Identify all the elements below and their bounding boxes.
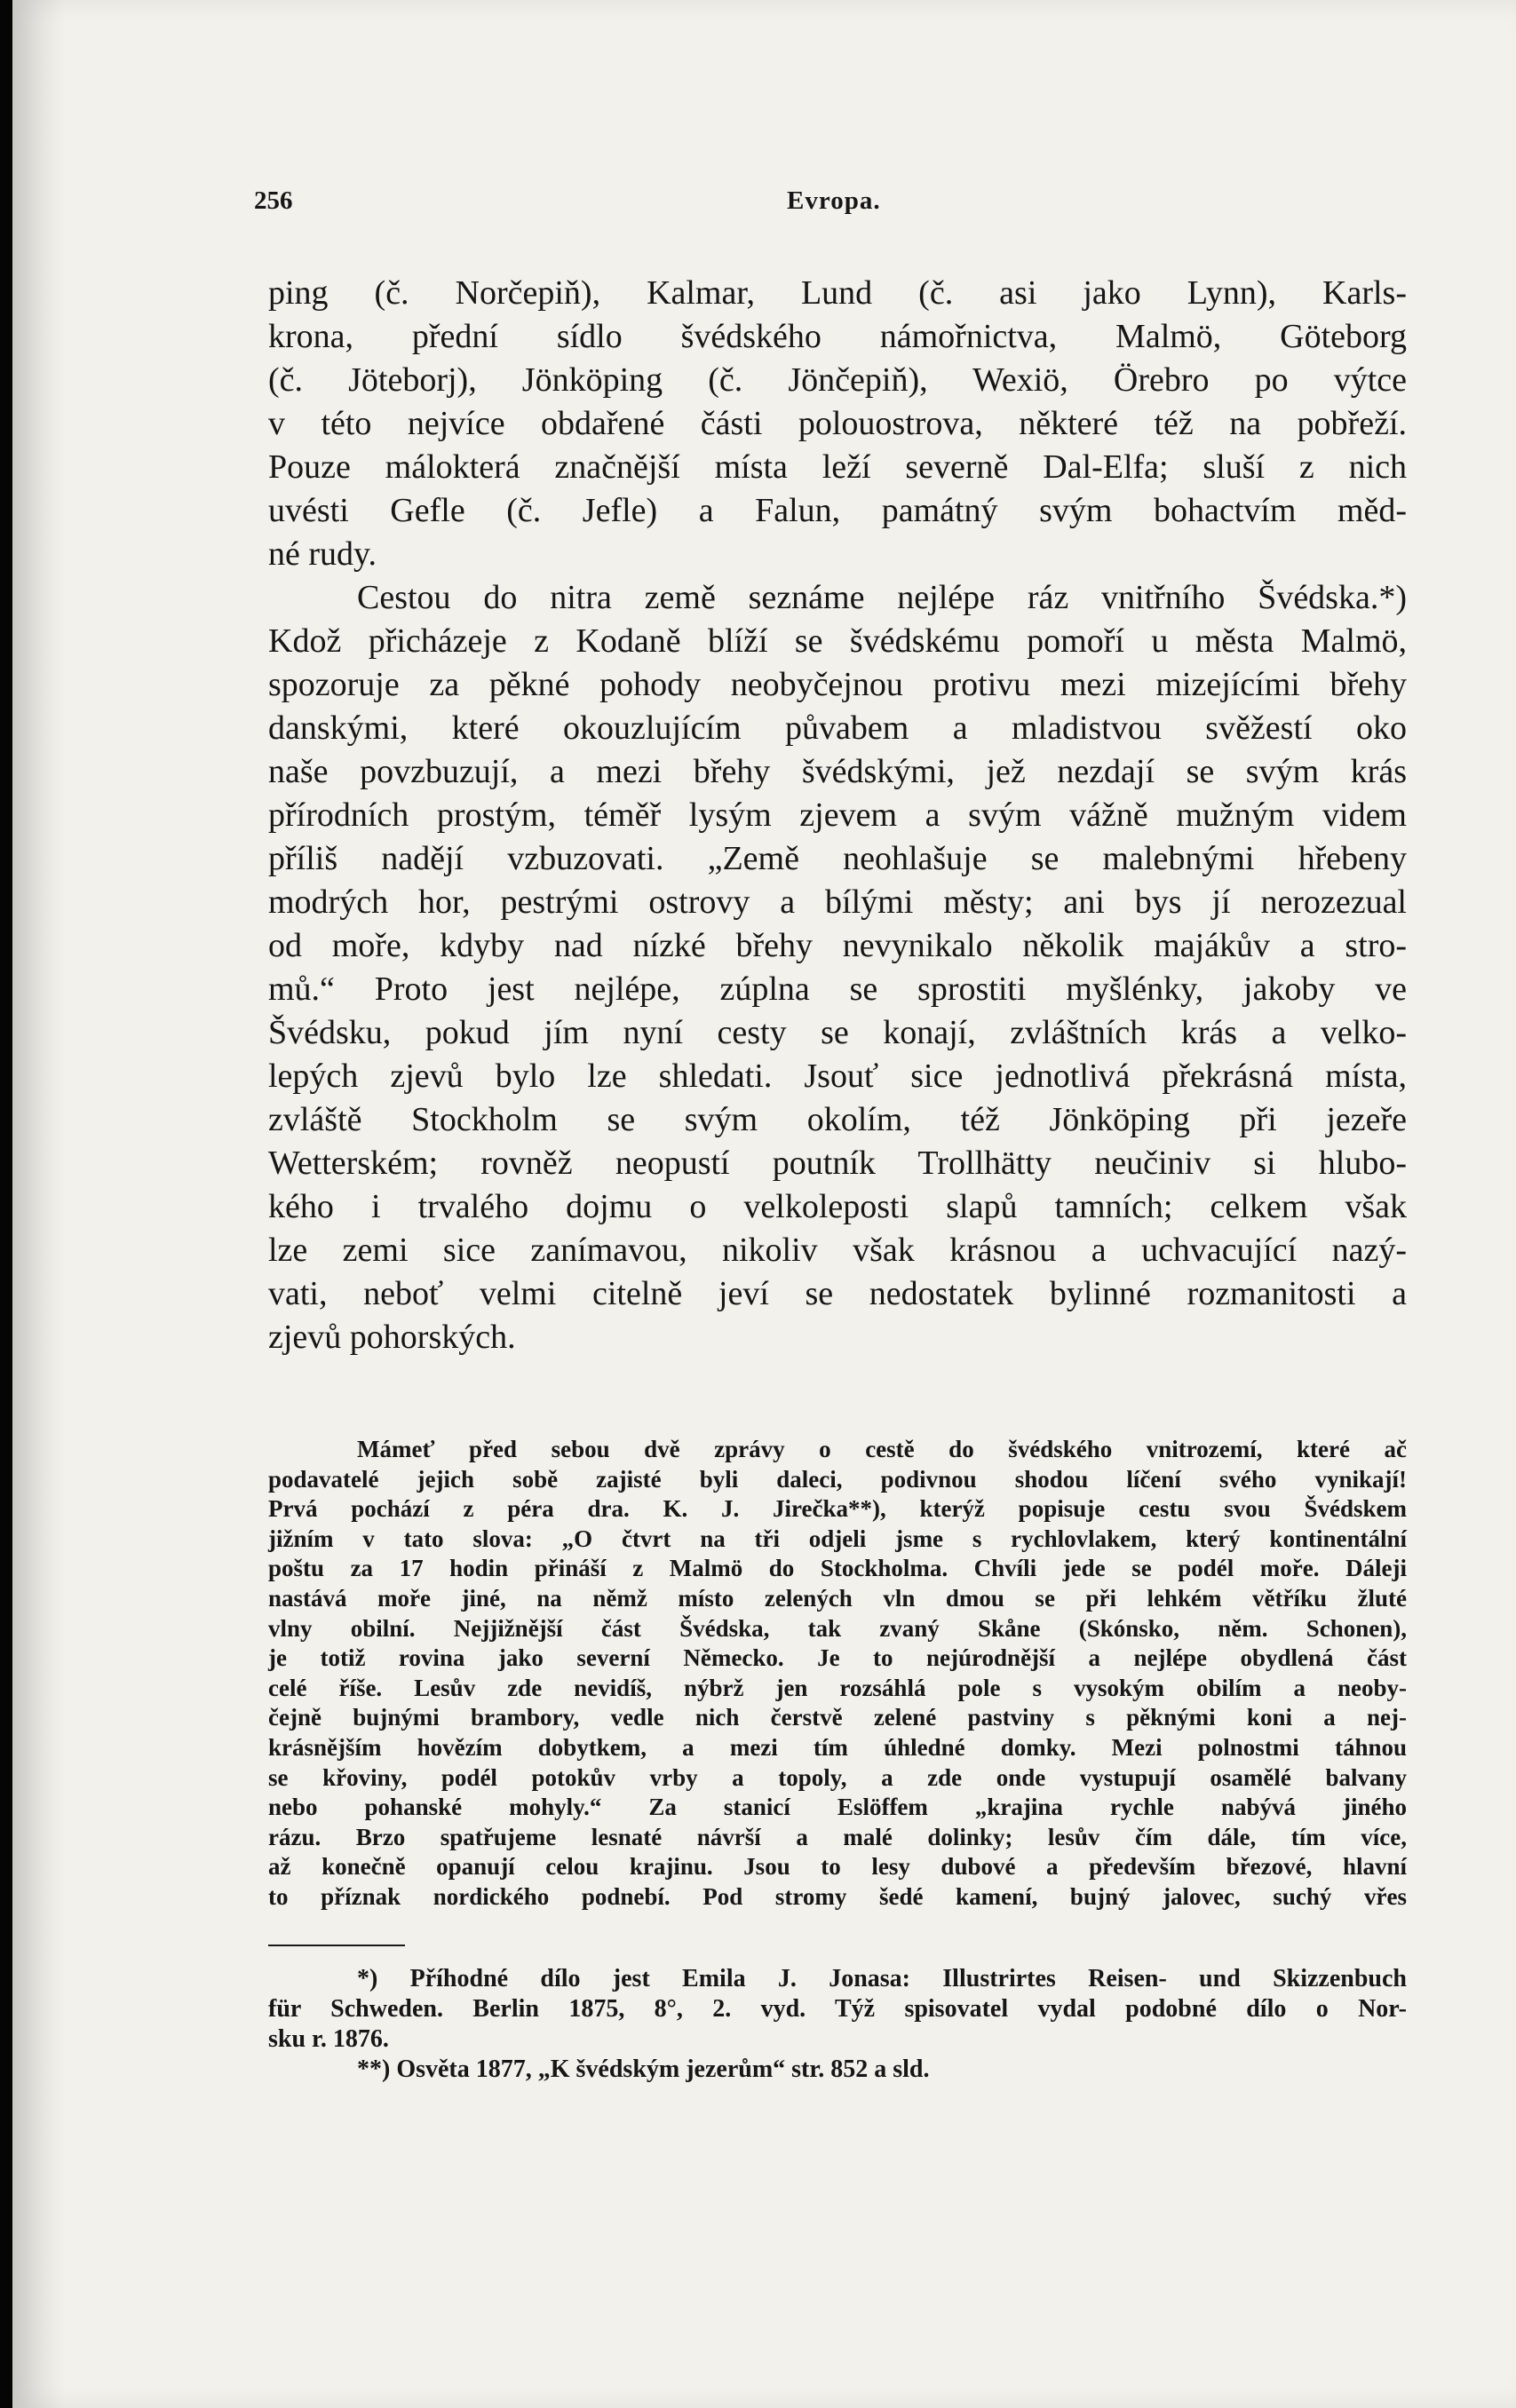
text-line: od moře, kdyby nad nízké břehy nevynikalo několik majákův a stro- [268,927,1407,964]
page-header [254,186,1409,222]
note-line: se křoviny, podél potokův vrby a topoly, a zde onde vystupují osamělé balvany [268,1763,1407,1791]
footnote-line: **) Osvěta 1877, „K švédským jezerům“ str. 852 a sld. [357,2056,930,2083]
note-line: Prvá pochází z péra dra. K. J. Jirečka**), kterýž popisuje cestu svou Švédskem [268,1495,1407,1523]
text-line: Cestou do nitra země seznáme nejlépe ráz vnitřního Švédska.*) [357,579,1407,616]
text-line: Švédsku, pokud jím nyní cesty se konají, zvláštních krás a velko- [268,1014,1407,1051]
note-line: rázu. Brzo spatřujeme lesnaté návrší a malé dolinky; lesův čím dále, tím více, [268,1823,1407,1850]
text-line: lepých zjevů bylo lze shledati. Jsouť sice jednotlivá překrásná místa, [268,1057,1407,1095]
footnote-line: für Schweden. Berlin 1875, 8°, 2. vyd. Týž spisovatel vydal podobné dílo o Nor- [268,1995,1407,2023]
text-line: danskými, které okouzlujícím půvabem a mladistvou svěžestí oko [268,709,1407,747]
note-line: je totiž rovina jako severní Německo. Je to nejúrodnější a nejlépe obydlená část [268,1644,1407,1672]
footnote-line: *) Příhodné dílo jest Emila J. Jonasa: Illustrirtes Reisen- und Skizzenbuch [357,1965,1407,1992]
text-line: (č. Jöteborj), Jönköping (č. Jönčepiň), Wexiö, Örebro po výtce [268,361,1407,399]
note-line: až konečně opanují celou krajinu. Jsou to lesy dubové a především březové, hlavní [268,1853,1407,1881]
footnote-divider [268,1945,405,1946]
note-line: nebo pohanské mohyly.“ Za stanicí Eslöffem „krajina rychle nabývá jiného [268,1794,1407,1821]
note-line: vlny obilní. Nejjižnější část Švédska, tak zvaný Skåne (Skónsko, něm. Schonen), [268,1614,1407,1642]
text-line: né rudy. [268,535,377,573]
text-line: lze zemi sice zanímavou, nikoliv však krásnou a uchvacující nazý- [268,1232,1407,1269]
text-line: Pouze málokterá značnější místa leží severně Dal-Elfa; sluší z nich [268,448,1407,486]
text-line: kého i trvalého dojmu o velkoleposti slapů tamních; celkem však [268,1188,1407,1225]
note-line: krásnějším hovězím dobytkem, a mezi tím úhledné domky. Mezi polnostmi táhnou [268,1733,1407,1761]
text-line: Kdož přicházeje z Kodaně blíží se švédskému pomoří u města Malmö, [268,622,1407,660]
scan-dark-edge [0,0,12,2408]
note-line: Mámeť před sebou dvě zprávy o cestě do švédského vnitrozemí, které ač [357,1436,1407,1462]
text-line: krona, přední sídlo švédského námořnictva, Malmö, Göteborg [268,318,1407,355]
text-line: ping (č. Norčepiň), Kalmar, Lund (č. asi jako Lynn), Karls- [268,274,1407,312]
note-line: jižním v tato slova: „O čtvrt na tři odjeli jsme s rychlovlakem, který kontinentální [268,1525,1407,1552]
footnotes [268,1964,1407,2085]
text-line: zjevů pohorských. [268,1319,516,1356]
text-line: mů.“ Proto jest nejlépe, zúplna se sprostiti myšlénky, jakoby ve [268,970,1407,1008]
note-line: poštu za 17 hodin přináší z Malmö do Stockholma. Chvíli jede se podél moře. Dáleji [268,1555,1407,1582]
text-line: přírodních prostým, téměř lysým zjevem a svým vážně mužným videm [268,796,1407,834]
note-line: podavatelé jejich sobě zajisté byli daleci, podivnou shodou líčení svého vynikají! [268,1465,1407,1493]
small-print-passage [268,1435,1407,1913]
note-line: čejně bujnými brambory, vedle nich čerstvě zelené pastviny s pěknými koni a nej- [268,1704,1407,1731]
text-line: naše povzbuzují, a mezi břehy švédskými, jež nezdají se svým krás [268,753,1407,790]
note-line: nastává moře jiné, na němž místo zelených vln dmou se při lehkém větříku žluté [268,1584,1407,1612]
text-line: modrých hor, pestrými ostrovy a bílými městy; ani bys jí nerozezual [268,883,1407,921]
text-line: zvláště Stockholm se svým okolím, též Jönköping při jezeře [268,1101,1407,1138]
running-head: Evropa. [787,186,881,215]
main-text [268,272,1407,1359]
footnote-line: sku r. 1876. [268,2025,389,2053]
text-line: vati, neboť velmi citelně jeví se nedostatek bylinné rozmanitosti a [268,1275,1407,1312]
note-line: to příznak nordického podnebí. Pod stromy šedé kamení, bujný jalovec, suchý vřes [268,1882,1407,1910]
text-line: příliš nadějí vzbuzovati. „Země neohlašuje se malebnými hřebeny [268,840,1407,877]
note-line: celé říše. Lesův zde nevidíš, nýbrž jen rozsáhlá pole s vysokým obilím a neoby- [268,1674,1407,1701]
text-line: spozoruje za pěkné pohody neobyčejnou protivu mezi mizejícími břehy [268,666,1407,703]
spine-shadow [12,0,66,2408]
text-line: v této nejvíce obdařené části polouostrova, některé též na pobřeží. [268,405,1407,442]
text-line: Wetterském; rovněž neopustí poutník Trollhätty neučiniv si hlubo- [268,1145,1407,1182]
page-number: 256 [254,186,293,215]
text-line: uvésti Gefle (č. Jefle) a Falun, památný svým bohactvím měd- [268,492,1407,529]
